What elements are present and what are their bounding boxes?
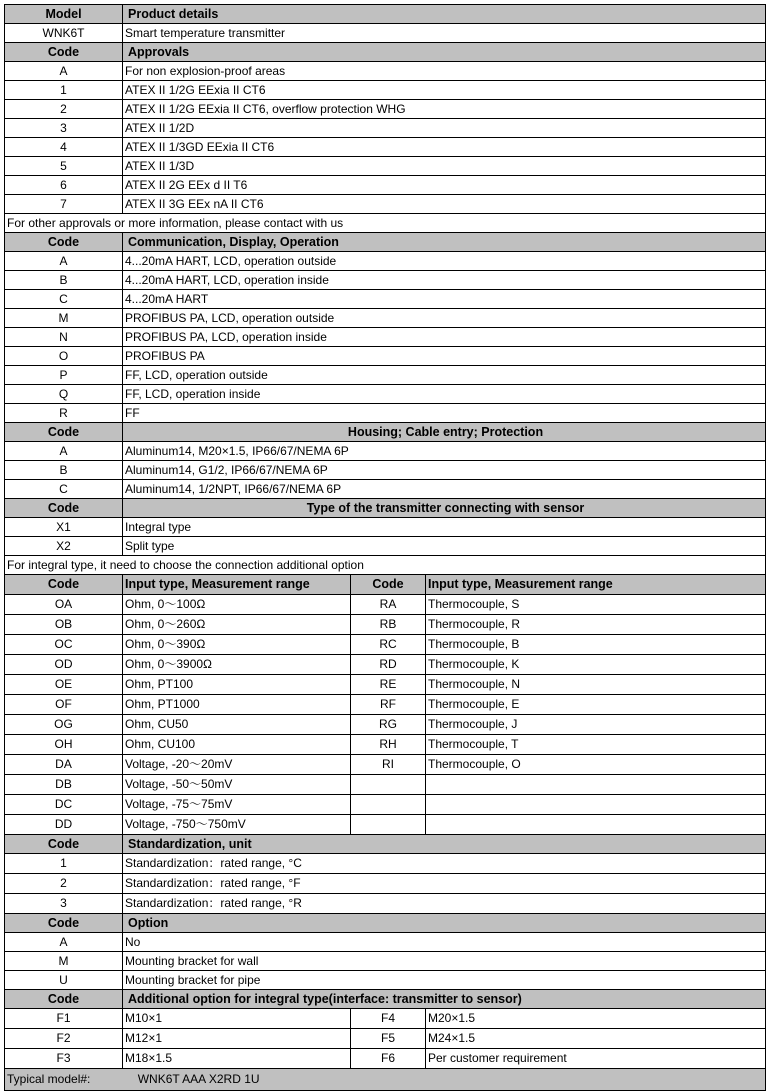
code-cell: C (5, 480, 123, 499)
note-row (5, 214, 766, 233)
description-cell: Standardization：rated range, °C (123, 854, 766, 874)
code-cell: OE (5, 675, 123, 695)
code-header: Code (5, 423, 123, 442)
table-row (5, 195, 766, 214)
table-row (5, 119, 766, 138)
description-cell: 4...20mA HART, LCD, operation outside (123, 252, 766, 271)
table-row (5, 615, 766, 635)
code-cell: OC (5, 635, 123, 655)
section-title: Approvals (123, 43, 766, 62)
description-cell: Thermocouple, N (426, 675, 766, 695)
section-header-row (5, 990, 766, 1009)
description-cell: M12×1 (123, 1029, 351, 1049)
code-cell (351, 795, 426, 815)
description-cell: Voltage, -75～75mV (123, 795, 351, 815)
code-cell: F1 (5, 1009, 123, 1029)
code-cell: RF (351, 695, 426, 715)
description-cell: M20×1.5 (426, 1009, 766, 1029)
description-cell: 4...20mA HART, LCD, operation inside (123, 271, 766, 290)
description-cell: ATEX II 3G EEx nA II CT6 (123, 195, 766, 214)
table-row (5, 635, 766, 655)
description-cell: Aluminum14, M20×1.5, IP66/67/NEMA 6P (123, 442, 766, 461)
code-cell: C (5, 290, 123, 309)
code-cell: WNK6T (5, 24, 123, 43)
code-cell: 5 (5, 157, 123, 176)
description-cell: ATEX II 1/2G EExia II CT6, overflow protection WHG (123, 100, 766, 119)
description-cell: M24×1.5 (426, 1029, 766, 1049)
table-row (5, 252, 766, 271)
table-row (5, 518, 766, 537)
table-row (5, 1029, 766, 1049)
section-title: Type of the transmitter connecting with sensor (123, 499, 766, 518)
code-cell: Q (5, 385, 123, 404)
code-cell: N (5, 328, 123, 347)
table-body (5, 5, 766, 1069)
section-title: Housing; Cable entry; Protection (123, 423, 766, 442)
description-cell: ATEX II 1/2D (123, 119, 766, 138)
code-cell: 3 (5, 119, 123, 138)
section-title: Product details (123, 5, 766, 24)
note-text: For other approvals or more information, please contact with us (5, 214, 766, 233)
code-header: Code (5, 43, 123, 62)
code-cell: 7 (5, 195, 123, 214)
description-cell: Thermocouple, K (426, 655, 766, 675)
description-cell: For non explosion-proof areas (123, 62, 766, 81)
code-header: Code (5, 990, 123, 1009)
code-cell: RB (351, 615, 426, 635)
code-cell: 6 (5, 176, 123, 195)
section-title: Option (123, 914, 766, 933)
code-cell: 2 (5, 874, 123, 894)
description-cell: ATEX II 1/2G EExia II CT6 (123, 81, 766, 100)
code-header: Code (5, 575, 123, 595)
code-cell: B (5, 461, 123, 480)
code-cell: OH (5, 735, 123, 755)
code-cell: DC (5, 795, 123, 815)
section-header-row (5, 914, 766, 933)
table-row (5, 695, 766, 715)
table-row (5, 461, 766, 480)
section-header-row (5, 233, 766, 252)
code-cell: A (5, 933, 123, 952)
table-row (5, 157, 766, 176)
table-row (5, 62, 766, 81)
table-row (5, 971, 766, 990)
typical-model-label: Typical model#: (7, 1072, 91, 1086)
description-cell: Voltage, -50～50mV (123, 775, 351, 795)
code-cell (351, 775, 426, 795)
code-cell: 3 (5, 894, 123, 914)
description-cell: Voltage, -20～20mV (123, 755, 351, 775)
table-row (5, 595, 766, 615)
table-row (5, 755, 766, 775)
code-header: Code (5, 499, 123, 518)
code-cell: R (5, 404, 123, 423)
table-row (5, 874, 766, 894)
description-cell: Thermocouple, S (426, 595, 766, 615)
table-row (5, 24, 766, 43)
code-cell: F5 (351, 1029, 426, 1049)
description-cell: Integral type (123, 518, 766, 537)
section-title: Standardization, unit (123, 835, 766, 854)
table-row (5, 138, 766, 157)
description-cell: M10×1 (123, 1009, 351, 1029)
table-row (5, 442, 766, 461)
description-cell: ATEX II 1/3GD EExia II CT6 (123, 138, 766, 157)
code-cell: X1 (5, 518, 123, 537)
description-cell: Thermocouple, T (426, 735, 766, 755)
code-cell: F6 (351, 1049, 426, 1069)
typical-model-value: WNK6T AAA X2RD 1U (137, 1072, 260, 1086)
table-row (5, 366, 766, 385)
description-cell: M18×1.5 (123, 1049, 351, 1069)
code-cell: 4 (5, 138, 123, 157)
table-row (5, 894, 766, 914)
table-row (5, 655, 766, 675)
description-cell (426, 815, 766, 835)
description-cell: FF (123, 404, 766, 423)
table-row (5, 271, 766, 290)
code-cell: 2 (5, 100, 123, 119)
description-cell: PROFIBUS PA (123, 347, 766, 366)
table-row (5, 347, 766, 366)
code-cell: A (5, 252, 123, 271)
table-row (5, 81, 766, 100)
code-cell: OD (5, 655, 123, 675)
code-cell: M (5, 309, 123, 328)
table-row (5, 100, 766, 119)
table-row (5, 715, 766, 735)
code-cell: RD (351, 655, 426, 675)
description-cell: Split type (123, 537, 766, 556)
description-cell: Aluminum14, 1/2NPT, IP66/67/NEMA 6P (123, 480, 766, 499)
description-cell: Thermocouple, B (426, 635, 766, 655)
code-cell: 1 (5, 854, 123, 874)
code-cell: B (5, 271, 123, 290)
table-row (5, 854, 766, 874)
description-cell: Standardization：rated range, °R (123, 894, 766, 914)
section-title: Communication, Display, Operation (123, 233, 766, 252)
section-header-row (5, 835, 766, 854)
code-cell: P (5, 366, 123, 385)
table-row (5, 815, 766, 835)
section-title: Input type, Measurement range (123, 575, 351, 595)
section-title: Input type, Measurement range (426, 575, 766, 595)
description-cell: No (123, 933, 766, 952)
table-row (5, 952, 766, 971)
code-header: Code (5, 914, 123, 933)
code-header: Code (351, 575, 426, 595)
code-cell: F3 (5, 1049, 123, 1069)
description-cell: FF, LCD, operation outside (123, 366, 766, 385)
description-cell: Ohm, CU100 (123, 735, 351, 755)
description-cell: ATEX II 2G EEx d II T6 (123, 176, 766, 195)
description-cell: Ohm, CU50 (123, 715, 351, 735)
code-header: Model (5, 5, 123, 24)
typical-model-row (5, 1069, 766, 1091)
code-header: Code (5, 233, 123, 252)
code-cell: OG (5, 715, 123, 735)
description-cell: Ohm, 0～100Ω (123, 595, 351, 615)
code-cell: DD (5, 815, 123, 835)
description-cell: Per customer requirement (426, 1049, 766, 1069)
description-cell: Mounting bracket for wall (123, 952, 766, 971)
description-cell: Thermocouple, R (426, 615, 766, 635)
code-cell: M (5, 952, 123, 971)
description-cell: FF, LCD, operation inside (123, 385, 766, 404)
typical-model-cell (5, 1069, 766, 1091)
table-row (5, 775, 766, 795)
description-cell: Ohm, PT100 (123, 675, 351, 695)
table-row (5, 933, 766, 952)
code-cell: DA (5, 755, 123, 775)
table-row (5, 328, 766, 347)
table-row (5, 795, 766, 815)
table-row (5, 735, 766, 755)
code-cell: RH (351, 735, 426, 755)
description-cell: PROFIBUS PA, LCD, operation outside (123, 309, 766, 328)
section-header-row (5, 43, 766, 62)
code-cell: 1 (5, 81, 123, 100)
table-row (5, 537, 766, 556)
description-cell: Smart temperature transmitter (123, 24, 766, 43)
table-row (5, 404, 766, 423)
description-cell: Thermocouple, J (426, 715, 766, 735)
description-cell: Thermocouple, E (426, 695, 766, 715)
description-cell: Mounting bracket for pipe (123, 971, 766, 990)
code-cell: U (5, 971, 123, 990)
section-title: Additional option for integral type(interface: transmitter to sensor) (123, 990, 766, 1009)
description-cell: Thermocouple, O (426, 755, 766, 775)
code-cell: RC (351, 635, 426, 655)
description-cell: Aluminum14, G1/2, IP66/67/NEMA 6P (123, 461, 766, 480)
table-row (5, 1049, 766, 1069)
table-row (5, 309, 766, 328)
code-cell: OB (5, 615, 123, 635)
description-cell: ATEX II 1/3D (123, 157, 766, 176)
description-cell: Voltage, -750～750mV (123, 815, 351, 835)
description-cell (426, 795, 766, 815)
description-cell (426, 775, 766, 795)
code-header: Code (5, 835, 123, 854)
code-cell: RI (351, 755, 426, 775)
code-cell (351, 815, 426, 835)
table-row (5, 176, 766, 195)
section-header-row (5, 5, 766, 24)
note-row (5, 556, 766, 575)
code-cell: X2 (5, 537, 123, 556)
code-cell: O (5, 347, 123, 366)
description-cell: 4...20mA HART (123, 290, 766, 309)
note-text: For integral type, it need to choose the connection additional option (5, 556, 766, 575)
code-cell: A (5, 442, 123, 461)
code-cell: F2 (5, 1029, 123, 1049)
section-header-row (5, 499, 766, 518)
table-row (5, 1009, 766, 1029)
description-cell: Standardization：rated range, °F (123, 874, 766, 894)
section-header-row (5, 423, 766, 442)
description-cell: Ohm, 0～3900Ω (123, 655, 351, 675)
description-cell: PROFIBUS PA, LCD, operation inside (123, 328, 766, 347)
code-cell: RA (351, 595, 426, 615)
code-cell: A (5, 62, 123, 81)
code-cell: RG (351, 715, 426, 735)
code-cell: OF (5, 695, 123, 715)
table-row (5, 290, 766, 309)
code-cell: RE (351, 675, 426, 695)
code-cell: OA (5, 595, 123, 615)
table-row (5, 480, 766, 499)
section-header-row (5, 575, 766, 595)
table-row (5, 385, 766, 404)
description-cell: Ohm, 0～260Ω (123, 615, 351, 635)
description-cell: Ohm, PT1000 (123, 695, 351, 715)
model-selection-table (4, 4, 766, 1091)
description-cell: Ohm, 0～390Ω (123, 635, 351, 655)
code-cell: F4 (351, 1009, 426, 1029)
table-row (5, 675, 766, 695)
code-cell: DB (5, 775, 123, 795)
